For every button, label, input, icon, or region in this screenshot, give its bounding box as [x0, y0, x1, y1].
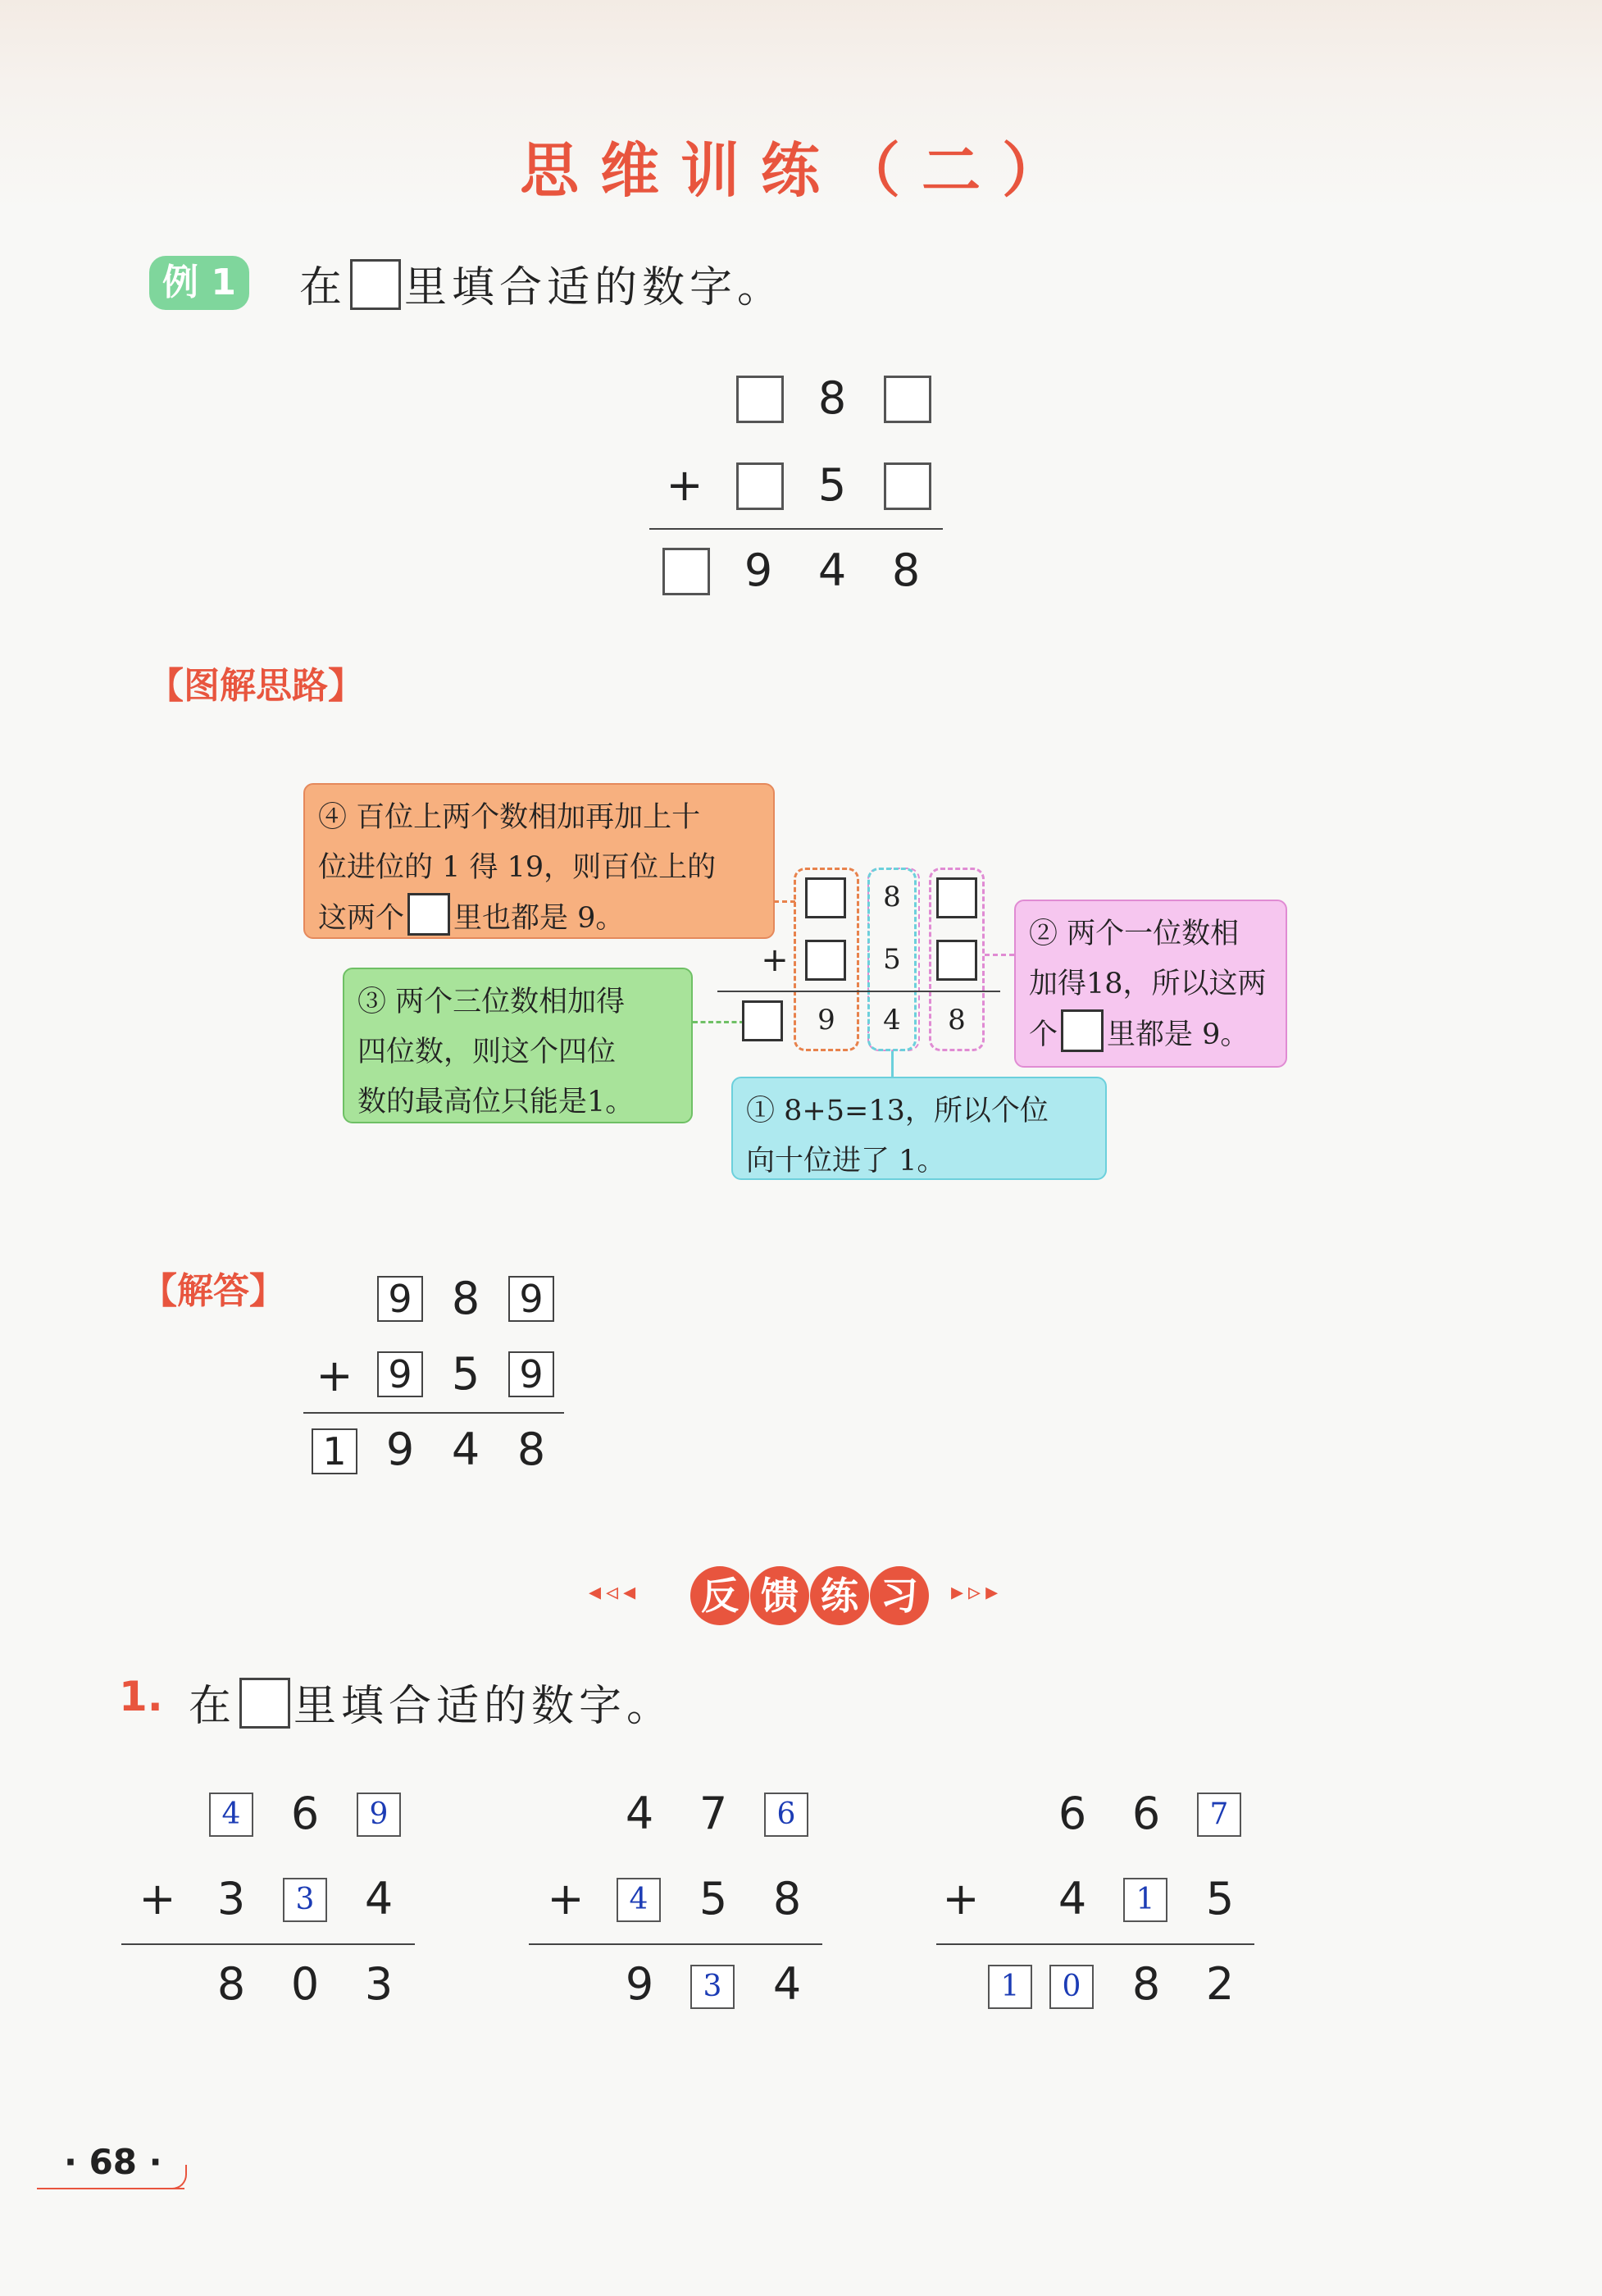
- blank-box[interactable]: [805, 877, 846, 918]
- answer-heading: 【解答】: [141, 1270, 285, 1312]
- filled-box[interactable]: 0: [1049, 1965, 1094, 2009]
- note-thousands: ③ 两个三位数相加得 四位数，则这个四位 数的最高位只能是1。: [343, 968, 693, 1123]
- digit: 8: [1131, 1958, 1161, 2010]
- analysis-heading: 【图解思路】: [148, 665, 364, 707]
- plus-sign: +: [666, 459, 703, 511]
- page-number: · 68 ·: [64, 2142, 162, 2182]
- digit: 9: [625, 1958, 654, 2010]
- digit: 3: [364, 1958, 394, 2010]
- digit: 8: [883, 881, 901, 913]
- answer-box: 1: [312, 1428, 357, 1474]
- filled-box[interactable]: 1: [988, 1965, 1032, 2009]
- digit: 3: [216, 1873, 246, 1925]
- note-hundreds: ④ 百位上两个数相加再加上十 位进位的 1 得 19，则百位上的 这两个 里也都是 9。: [303, 783, 775, 939]
- digit: 9: [744, 544, 773, 596]
- filled-box[interactable]: 4: [617, 1878, 661, 1922]
- note-tens: ② 两个一位数相 加得18，所以这两 个 里都是 9。: [1014, 900, 1287, 1068]
- blank-box[interactable]: [805, 940, 846, 981]
- connector: [891, 1051, 894, 1077]
- feedback-char: 馈: [750, 1566, 809, 1625]
- footer-curl-icon: [156, 2165, 187, 2189]
- left-arrows-icon: ◂◃◂: [589, 1578, 641, 1606]
- digit: 4: [772, 1958, 802, 2010]
- digit: 9: [385, 1424, 415, 1475]
- digit: 4: [817, 544, 847, 596]
- blank-box[interactable]: [662, 548, 710, 595]
- digit: 4: [451, 1424, 480, 1475]
- answer-box: 9: [377, 1351, 423, 1397]
- blank-box[interactable]: [884, 462, 931, 510]
- example-badge: 例 1: [149, 256, 249, 310]
- digit: 7: [699, 1788, 728, 1839]
- blank-box[interactable]: [936, 877, 977, 918]
- plus-sign: +: [761, 941, 789, 979]
- blank-box-icon: [239, 1678, 290, 1729]
- plus-sign: +: [316, 1350, 353, 1401]
- digit: 8: [817, 372, 847, 424]
- digit: 8: [517, 1424, 546, 1475]
- digit: 8: [216, 1958, 246, 2010]
- filled-box[interactable]: 9: [357, 1793, 401, 1837]
- sum-line: [936, 1943, 1254, 1945]
- feedback-char: 练: [810, 1566, 869, 1625]
- digit: 5: [883, 943, 901, 976]
- digit: 8: [948, 1004, 966, 1036]
- digit: 8: [891, 544, 921, 596]
- plus-sign: +: [547, 1873, 585, 1925]
- page-title: 思维训练（二）: [519, 136, 1082, 205]
- sum-line: [121, 1943, 415, 1945]
- blank-box-icon: [1061, 1009, 1104, 1052]
- digit: 6: [1058, 1788, 1087, 1839]
- answer-box: 9: [508, 1276, 554, 1322]
- digit: 5: [699, 1873, 728, 1925]
- sum-line: [649, 528, 943, 530]
- exercise-prompt: 在 里填合适的数字。: [189, 1671, 674, 1733]
- digit: 6: [290, 1788, 320, 1839]
- filled-box[interactable]: 4: [209, 1793, 253, 1837]
- answer-box: 9: [377, 1276, 423, 1322]
- connector: [985, 954, 1014, 956]
- plus-sign: +: [139, 1873, 176, 1925]
- filled-box[interactable]: 6: [764, 1793, 808, 1837]
- filled-box[interactable]: 7: [1197, 1793, 1241, 1837]
- digit: 5: [817, 459, 847, 511]
- blank-box[interactable]: [742, 1000, 783, 1041]
- sum-line: [717, 991, 1000, 992]
- sum-line: [303, 1412, 564, 1414]
- plus-sign: +: [942, 1873, 980, 1925]
- answer-box: 9: [508, 1351, 554, 1397]
- sum-line: [529, 1943, 822, 1945]
- digit: 8: [451, 1273, 480, 1324]
- filled-box[interactable]: 3: [283, 1878, 327, 1922]
- digit: 5: [451, 1348, 480, 1400]
- example-prompt: 在 里填合适的数字。: [299, 253, 785, 314]
- filled-box[interactable]: 3: [690, 1965, 735, 2009]
- connector: [774, 900, 795, 903]
- digit: 4: [625, 1788, 654, 1839]
- digit: 2: [1205, 1958, 1235, 2010]
- feedback-char: 反: [690, 1566, 749, 1625]
- digit: 6: [1131, 1788, 1161, 1839]
- exercise-number: 1.: [119, 1673, 163, 1720]
- blank-box[interactable]: [884, 376, 931, 423]
- right-arrows-icon: ▸▹▸: [951, 1578, 1004, 1606]
- digit: 8: [772, 1873, 802, 1925]
- connector: [693, 1021, 744, 1023]
- blank-box[interactable]: [736, 462, 784, 510]
- note-ones: ① 8+5=13，所以个位 向十位进了 1。: [731, 1077, 1107, 1180]
- digit: 5: [1205, 1873, 1235, 1925]
- digit: 4: [883, 1004, 901, 1036]
- blank-box[interactable]: [736, 376, 784, 423]
- blank-box[interactable]: [936, 940, 977, 981]
- blank-box-icon: [407, 893, 450, 936]
- blank-box-icon: [350, 259, 401, 310]
- digit: 4: [1058, 1873, 1087, 1925]
- digit: 4: [364, 1873, 394, 1925]
- feedback-char: 习: [870, 1566, 929, 1625]
- digit: 0: [290, 1958, 320, 2010]
- filled-box[interactable]: 1: [1123, 1878, 1167, 1922]
- digit: 9: [817, 1004, 835, 1036]
